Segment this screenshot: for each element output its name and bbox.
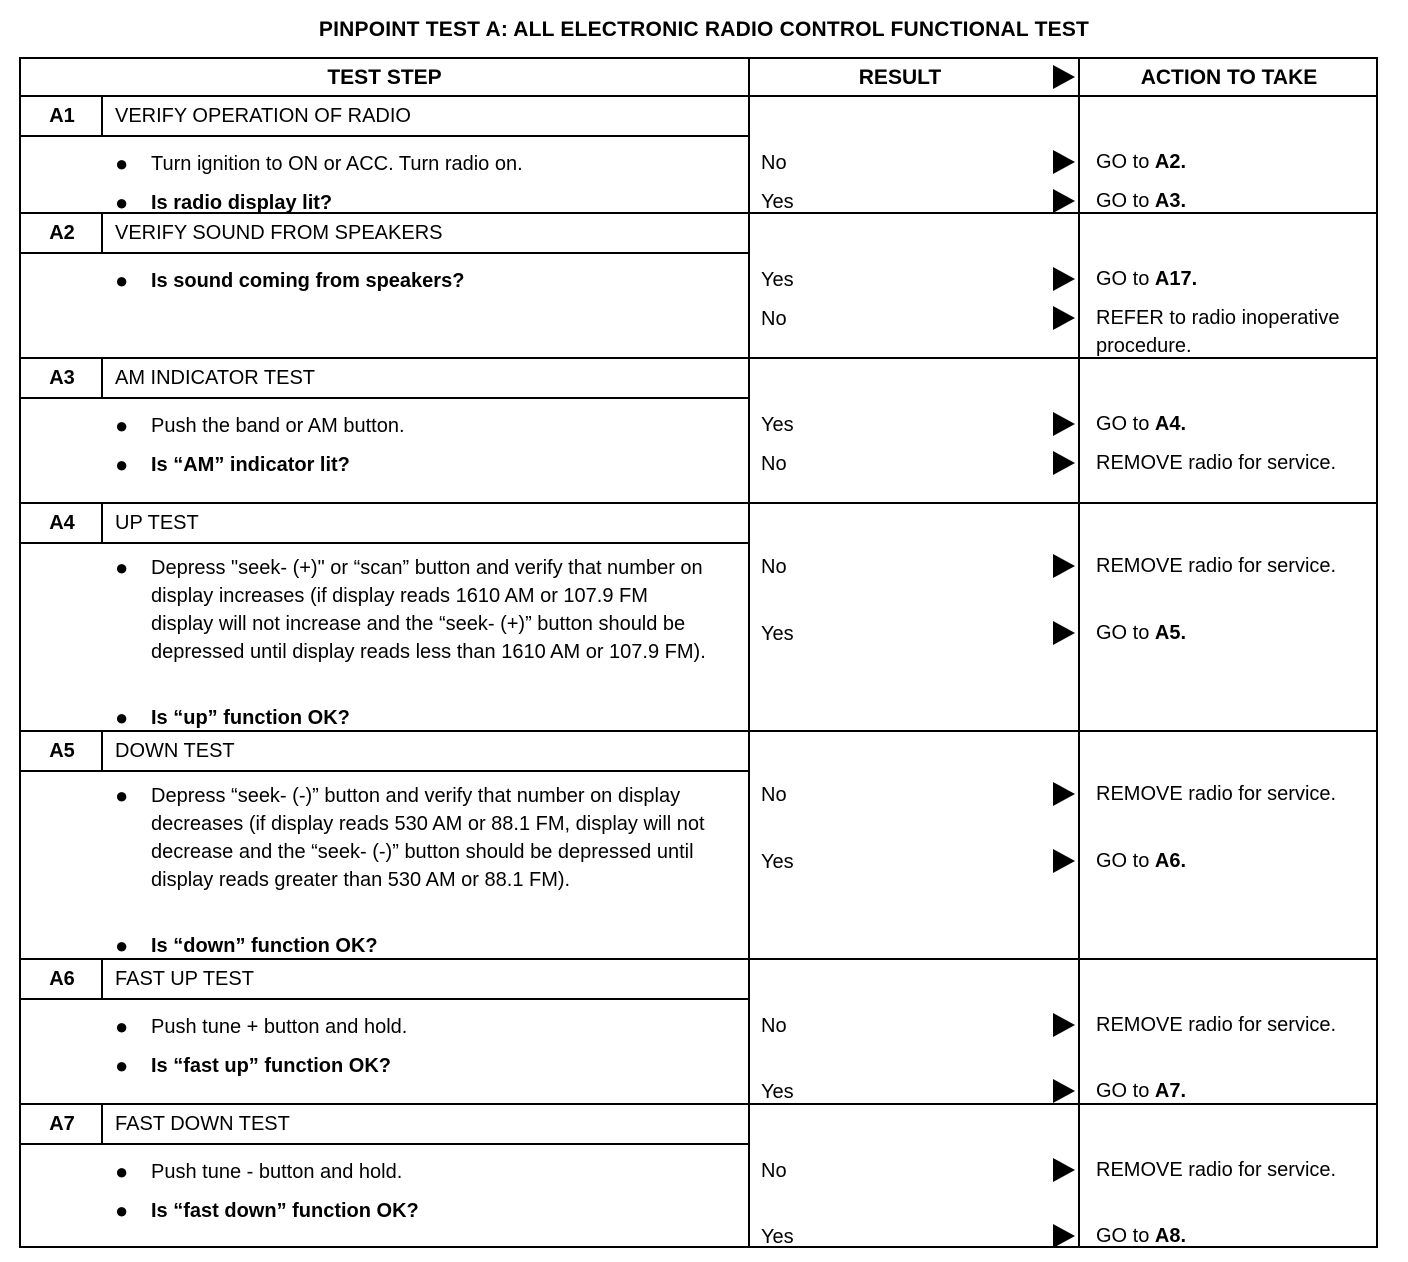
step-text: Is “fast up” function OK? <box>151 1055 391 1077</box>
step-text: Is sound coming from speakers? <box>151 270 465 292</box>
section-title: VERIFY SOUND FROM SPEAKERS <box>115 222 443 244</box>
bullet-icon: ● <box>115 555 129 580</box>
bullet-icon: ● <box>115 452 129 477</box>
title-row-divider <box>21 998 748 1000</box>
step-text: Push the band or AM button. <box>151 415 405 437</box>
action-text: GO to A6. <box>1096 850 1187 872</box>
arrow-right-icon <box>1053 621 1075 645</box>
arrow-right-icon <box>1053 1079 1075 1103</box>
section-title: FAST DOWN TEST <box>115 1113 290 1135</box>
bullet-icon: ● <box>115 1053 129 1078</box>
action-text: REMOVE radio for service. <box>1096 452 1337 474</box>
result-value: Yes <box>761 414 794 436</box>
header-result: RESULT <box>858 66 942 89</box>
arrow-right-icon <box>1053 1224 1075 1248</box>
result-value: No <box>761 1160 787 1182</box>
column-divider <box>748 59 750 1246</box>
section-title: AM INDICATOR TEST <box>115 367 316 389</box>
arrow-right-icon <box>1053 267 1075 291</box>
arrow-right-icon <box>1053 1013 1075 1037</box>
bullet-icon: ● <box>115 190 129 215</box>
page-title: PINPOINT TEST A: ALL ELECTRONIC RADIO CONTROL FUNCTIONAL TEST <box>318 18 1090 41</box>
section-id: A4 <box>49 512 75 534</box>
bullet-icon: ● <box>115 268 129 293</box>
bullet-icon: ● <box>115 1159 129 1184</box>
bullet-icon: ● <box>115 933 129 958</box>
bullet-icon: ● <box>115 705 129 730</box>
result-value: Yes <box>761 1081 794 1103</box>
section-title: VERIFY OPERATION OF RADIO <box>115 105 411 127</box>
section-id: A7 <box>49 1113 75 1135</box>
action-text: REMOVE radio for service. <box>1096 783 1337 805</box>
result-value: No <box>761 152 787 174</box>
step-text: Push tune + button and hold. <box>151 1016 408 1038</box>
title-row-divider <box>21 542 748 544</box>
result-value: Yes <box>761 269 794 291</box>
section-id: A2 <box>49 222 75 244</box>
table-header <box>21 59 1376 97</box>
arrow-right-icon <box>1053 150 1075 174</box>
step-text: Is “up” function OK? <box>151 707 350 729</box>
action-text: GO to A4. <box>1096 413 1187 435</box>
header-test-step: TEST STEP <box>327 66 442 89</box>
section-id: A5 <box>49 740 75 762</box>
action-text: GO to A2. <box>1096 151 1187 173</box>
result-value: Yes <box>761 191 794 213</box>
action-text: GO to A8. <box>1096 1225 1187 1247</box>
section-title: UP TEST <box>115 512 199 534</box>
step-text: Is “AM” indicator lit? <box>151 454 350 476</box>
result-value: No <box>761 308 787 330</box>
arrow-right-icon <box>1053 1158 1075 1182</box>
step-text: Depress "seek- (+)" or “scan” button and verify that number on display increases (if display reads 1610 AM or 107.9 FM display will not increase and the “seek- (+)” button should be depressed until display reads less than 1610 AM or 107.9 FM). <box>151 557 706 663</box>
section-divider <box>21 502 1376 504</box>
step-text: Turn ignition to ON or ACC. Turn radio on. <box>151 153 523 175</box>
arrow-right-icon <box>1053 306 1075 330</box>
bullet-icon: ● <box>115 1014 129 1039</box>
column-divider <box>1078 59 1080 1246</box>
arrow-right-icon <box>1053 189 1075 213</box>
title-row-divider <box>21 1143 748 1145</box>
arrow-right-icon <box>1053 554 1075 578</box>
step-text: Depress “seek- (-)” button and verify that number on display decreases (if display reads 530 AM or 88.1 FM, display will not decrease and the “seek- (-)” button should be depressed until display reads greater than 530 AM or 88.1 FM). <box>151 785 705 891</box>
action-text: REMOVE radio for service. <box>1096 555 1337 577</box>
step-text: Push tune - button and hold. <box>151 1161 403 1183</box>
section-title: DOWN TEST <box>115 740 235 762</box>
step-text: Is radio display lit? <box>151 192 333 214</box>
action-text: GO to A7. <box>1096 1080 1187 1102</box>
result-value: No <box>761 784 787 806</box>
action-text: GO to A5. <box>1096 622 1187 644</box>
title-row-divider <box>21 252 748 254</box>
title-row-divider <box>21 770 748 772</box>
title-row-divider <box>21 397 748 399</box>
bullet-icon: ● <box>115 413 129 438</box>
arrow-right-icon <box>1053 412 1075 436</box>
arrow-right-icon <box>1053 451 1075 475</box>
action-text: GO to A17. <box>1096 268 1198 290</box>
step-text: Is “down” function OK? <box>151 935 378 957</box>
result-value: Yes <box>761 623 794 645</box>
header-action: ACTION TO TAKE <box>1140 66 1318 89</box>
test-table <box>19 57 1378 1248</box>
result-value: Yes <box>761 851 794 873</box>
arrow-right-icon <box>1053 65 1075 89</box>
result-value: No <box>761 453 787 475</box>
action-text: REFER to radio inoperative procedure. <box>1096 307 1340 357</box>
section-id: A6 <box>49 968 75 990</box>
section-id: A3 <box>49 367 75 389</box>
action-text: GO to A3. <box>1096 190 1187 212</box>
result-value: No <box>761 556 787 578</box>
result-value: Yes <box>761 1226 794 1248</box>
section-title: FAST UP TEST <box>115 968 254 990</box>
bullet-icon: ● <box>115 1198 129 1223</box>
bullet-icon: ● <box>115 151 129 176</box>
action-text: REMOVE radio for service. <box>1096 1159 1337 1181</box>
step-text: Is “fast down” function OK? <box>151 1200 419 1222</box>
action-text: REMOVE radio for service. <box>1096 1014 1337 1036</box>
bullet-icon: ● <box>115 783 129 808</box>
title-row-divider <box>21 135 748 137</box>
result-value: No <box>761 1015 787 1037</box>
arrow-right-icon <box>1053 849 1075 873</box>
arrow-right-icon <box>1053 782 1075 806</box>
section-id: A1 <box>49 105 75 127</box>
